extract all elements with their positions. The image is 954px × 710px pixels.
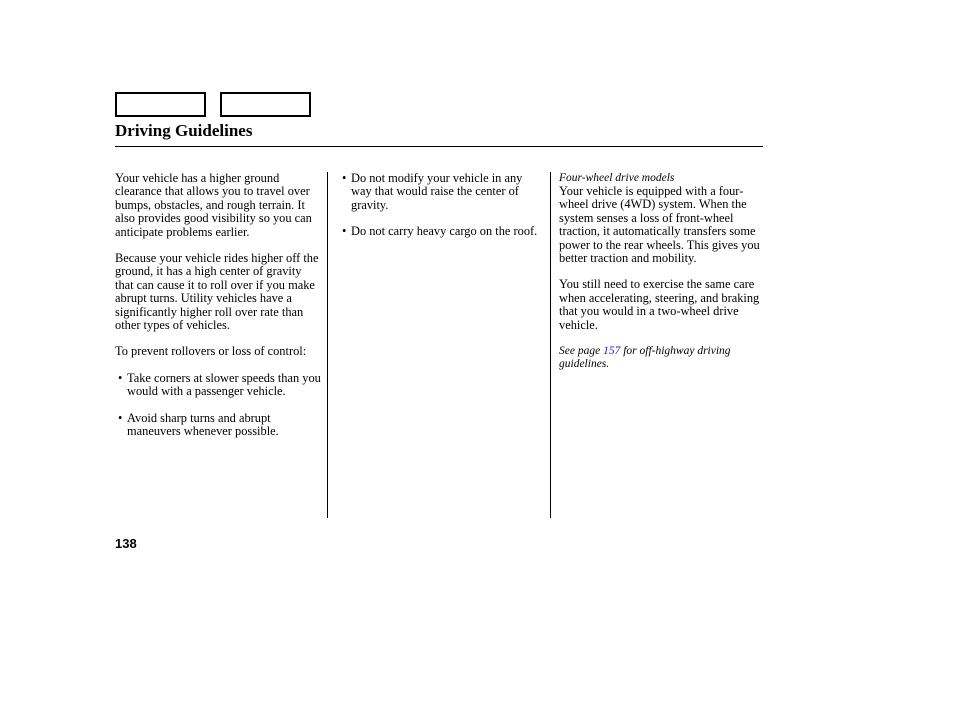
- bullet-dot: •: [342, 224, 347, 239]
- page-reference-link[interactable]: 157: [603, 345, 621, 358]
- column-divider-1: [327, 172, 328, 518]
- column-1: [115, 172, 323, 452]
- page-number: 138: [115, 536, 137, 551]
- bullet-item: [339, 172, 543, 212]
- note-prefix: See page: [559, 345, 604, 358]
- paragraph: To prevent rollovers or loss of control:: [115, 344, 307, 359]
- cross-reference-note: [559, 345, 765, 372]
- nav-button-2[interactable]: [220, 92, 311, 117]
- nav-button-1[interactable]: [115, 92, 206, 117]
- bullet-item: [115, 412, 323, 439]
- title-divider: [115, 146, 763, 147]
- bullet-text: Do not carry heavy cargo on the roof.: [351, 224, 538, 239]
- bullet-item: [339, 225, 543, 238]
- bullet-text: Avoid sharp turns and abrupt maneuvers whenever possible.: [127, 410, 279, 439]
- paragraph: Because your vehicle rides higher off the ground, it has a high center of gravity that can cause it to roll over if you make abrupt turns. Utility vehicles have a significantly higher roll over rate than other types of vehicles.: [115, 251, 319, 333]
- bullet-text: Do not modify your vehicle in any way that would raise the center of gravity.: [351, 171, 523, 212]
- note-suffix: for off-highway driving guidelines.: [559, 345, 731, 371]
- section-subheading: Four-wheel drive models: [559, 172, 675, 184]
- column-2: [339, 172, 543, 252]
- bullet-dot: •: [118, 370, 123, 385]
- paragraph: Your vehicle is equipped with a four-wheel drive (4WD) system. When the system senses a loss of front-wheel traction, it automatically transfers some power to the rear wheels. This gives you better traction and mobility.: [559, 184, 760, 266]
- paragraph: Your vehicle has a higher ground clearance that allows you to travel over bumps, obstacles, and rough terrain. It also provides good visibility so you can anticipate problems earlier.: [115, 171, 312, 239]
- bullet-item: [115, 372, 323, 399]
- page-title: Driving Guidelines: [115, 121, 253, 140]
- bullet-text: Take corners at slower speeds than you would with a passenger vehicle.: [127, 370, 321, 399]
- column-3: [559, 172, 765, 372]
- bullet-dot: •: [118, 410, 123, 425]
- bullet-dot: •: [342, 171, 347, 185]
- column-divider-2: [550, 172, 551, 518]
- paragraph: You still need to exercise the same care when accelerating, steering, and braking that you would in a two-wheel drive vehicle.: [559, 277, 760, 332]
